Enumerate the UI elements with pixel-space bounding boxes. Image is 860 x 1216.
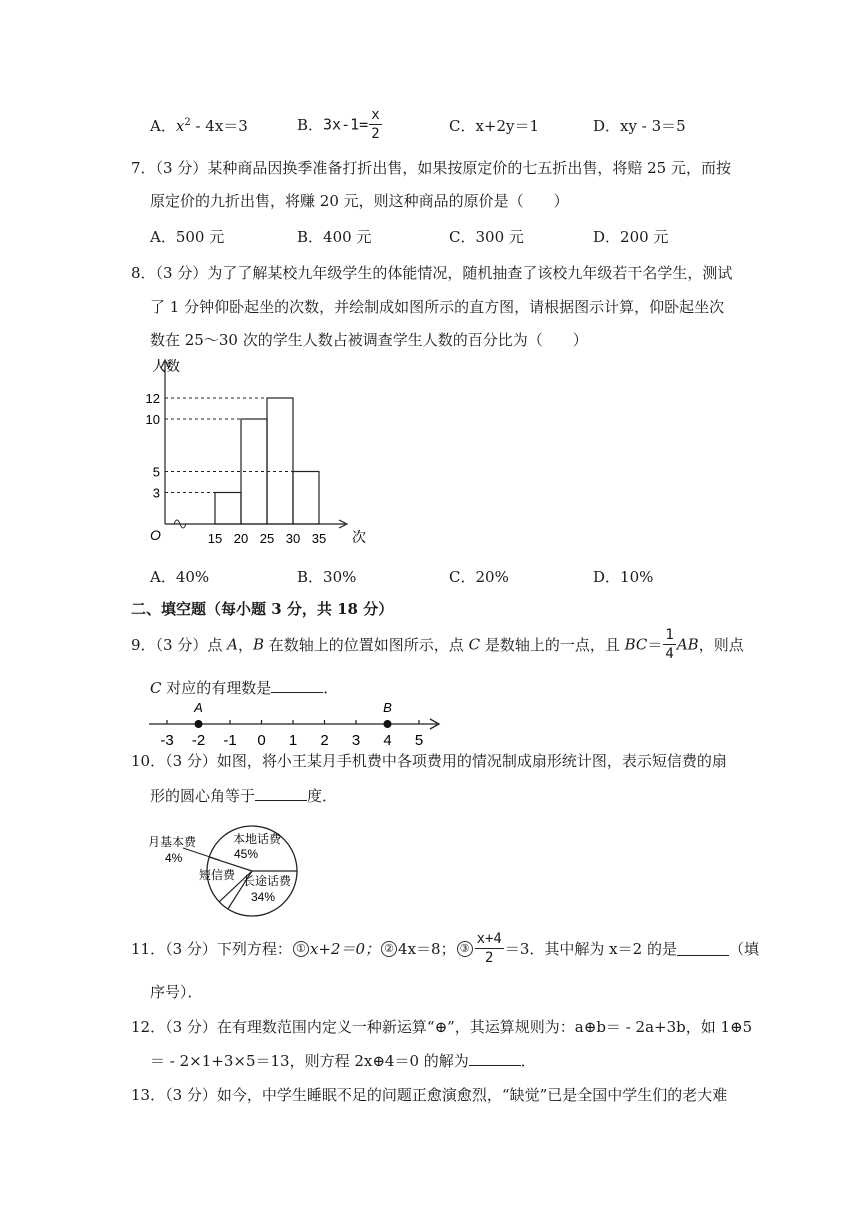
q8-stem-line3: 数在 25～30 次的学生人数占被调查学生人数的百分比为（ ） <box>150 331 588 349</box>
q8-option-c: C．20% <box>449 568 509 586</box>
histogram-bar <box>215 493 241 525</box>
point-b-label: B <box>383 700 392 715</box>
point-b-dot <box>384 720 392 728</box>
q7-option-b: B．400 元 <box>297 228 372 246</box>
fraction-one-quarter: $\frac{1}{4}$ <box>665 627 674 662</box>
q10-stem-line1: 10．（3 分）如图，将小王某月手机费中各项费用的情况制成扇形统计图，表示短信费的扇 <box>131 752 727 770</box>
y-tick-label: 3 <box>152 485 160 501</box>
tick-label: 3 <box>351 732 361 749</box>
x-axis-label: 次 <box>352 529 366 545</box>
tick-label: 2 <box>320 732 329 749</box>
q9-stem-line1: 9．（3 分）点 A，B 在数轴上的位置如图所示，点 C 是数轴上的一点，且 BC＝ $\frac{1}{4}$ AB，则点 <box>131 627 744 662</box>
q13-stem-line1: 13．（3 分）如今，中学生睡眠不足的问题正愈演愈烈，“缺觉”已是全国中学生们的老大难 <box>131 1086 728 1104</box>
y-axis-label: 人数 <box>152 358 180 374</box>
x-tick-label: 30 <box>285 531 301 546</box>
pie-leader-line <box>183 848 219 860</box>
q10-stem-line2: 形的圆心角等于 度． <box>150 787 338 805</box>
histogram-chart <box>140 356 380 556</box>
pie-label-sms: 短信费 <box>198 868 236 882</box>
q6-option-c: C．x+2y＝1 <box>449 117 540 135</box>
y-tick-label: 12 <box>145 391 160 406</box>
x-tick-label: 20 <box>233 531 249 546</box>
pie-label-base-pct: 4% <box>165 851 183 865</box>
pie-label-local: 本地话费 <box>232 832 282 846</box>
q11-stem-line2: 序号）． <box>150 983 203 1001</box>
q9-stem-line2: C 对应的有理数是 ． <box>150 679 339 697</box>
x-tick-label: 15 <box>207 531 223 546</box>
origin-label: O <box>150 527 161 543</box>
tick-label: 0 <box>257 732 266 749</box>
pie-label-base: 月基本费 <box>148 835 197 849</box>
q6-option-a: A．$x^2 - 4x=3$ <box>150 117 248 135</box>
q9-answer-blank <box>271 678 323 693</box>
tick-label: 1 <box>288 732 298 749</box>
q7-stem-line1: 7．（3 分）某种商品因换季准备打折出售，如果按原定价的七五折出售，将赔 25 元，而按 <box>131 159 731 177</box>
q8-option-a: A．40% <box>150 568 210 586</box>
q12-answer-blank <box>469 1051 521 1066</box>
x-tick-label: 25 <box>259 531 275 546</box>
pie-chart <box>145 818 315 923</box>
pie-label-long-pct: 34% <box>250 890 276 904</box>
tick-label: -2 <box>191 732 206 749</box>
tick-label: -3 <box>160 732 174 749</box>
point-a-dot <box>195 720 203 728</box>
pie-label-local-pct: 45% <box>233 847 259 861</box>
histogram-bar <box>267 398 293 524</box>
section-title: 二、填空题（每小题 3 分，共 18 分） <box>131 600 394 618</box>
tick-label: 4 <box>383 732 392 749</box>
q6-option-b: B．3x-1= $\frac{x}{2}$ <box>297 107 380 142</box>
y-tick-label: 10 <box>145 412 160 427</box>
number-line <box>145 698 445 750</box>
q7-option-c: C．300 元 <box>449 228 524 246</box>
q7-stem-line2: 原定价的九折出售，将赚 20 元，则这种商品的原价是（ ） <box>150 192 569 210</box>
q11-answer-blank <box>677 941 729 956</box>
histogram-bar <box>293 472 319 525</box>
q8-option-b: B．30% <box>297 568 357 586</box>
q8-stem-line1: 8．（3 分）为了了解某校九年级学生的体能情况，随机抽查了该校九年级若干名学生，测试 <box>131 264 733 282</box>
tick-label: -1 <box>223 732 237 749</box>
q8-stem-line2: 了 1 分钟仰卧起坐的次数，并绘制成如图所示的直方图，请根据图示计算，仰卧起坐次 <box>150 298 725 316</box>
y-tick-label: 5 <box>152 464 160 480</box>
x-tick-label: 35 <box>311 531 327 546</box>
q12-stem-line1: 12．（3 分）在有理数范围内定义一种新运算“⊕”，其运算规则为：a⊕b＝ - 2a+3b，如 1⊕5 <box>131 1018 753 1036</box>
point-a-label: A <box>194 700 203 715</box>
q12-stem-line2: ＝ - 2×1+3×5＝13，则方程 2x⊕4＝0 的解为 ． <box>150 1052 536 1070</box>
q7-option-a: A．500 元 <box>150 228 225 246</box>
tick-label: 5 <box>414 732 424 749</box>
q10-answer-blank <box>255 786 307 801</box>
pie-label-long: 长途话费 <box>242 874 292 888</box>
q7-option-d: D．200 元 <box>593 228 669 246</box>
q6-option-d: D．xy - 3＝5 <box>593 117 686 135</box>
q11-stem-line1: 11．（3 分）下列方程： ① x+2＝0； ② 4x＝8； ③ $\frac{x+4}{2}$ ＝3．其中解为 x＝2 的是 （填 <box>131 931 759 966</box>
q8-option-d: D．10% <box>593 568 654 586</box>
